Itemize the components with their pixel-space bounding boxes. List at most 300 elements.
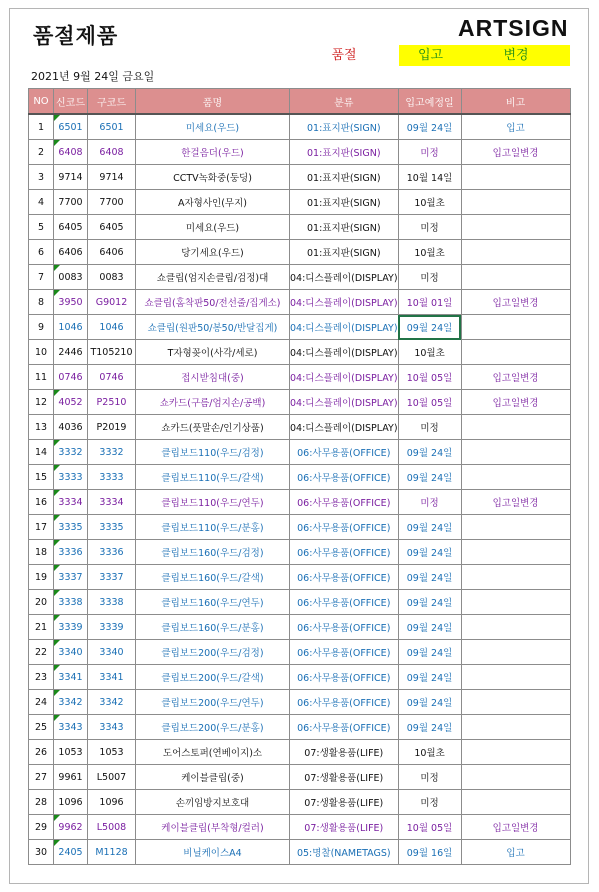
comment-marker-icon xyxy=(54,515,60,521)
cell-note[interactable] xyxy=(461,615,570,640)
cell-product-name[interactable] xyxy=(136,515,290,540)
cell-no[interactable] xyxy=(29,315,54,340)
cell-no[interactable] xyxy=(29,190,54,215)
cell-note[interactable] xyxy=(461,540,570,565)
cell-category[interactable] xyxy=(290,415,399,440)
table-row xyxy=(29,215,571,240)
cell-no[interactable] xyxy=(29,640,54,665)
cell-category[interactable] xyxy=(290,690,399,715)
cell-note[interactable] xyxy=(461,515,570,540)
cell-arrival-date[interactable] xyxy=(398,490,461,515)
cell-old-code-text: L5007 xyxy=(96,771,127,783)
cell-category-text: 04:디스플레이(DISPLAY) xyxy=(290,323,398,334)
cell-no-text: 9 xyxy=(37,321,45,333)
cell-new-code[interactable] xyxy=(54,165,88,190)
cell-note-text: 입고일변경 xyxy=(492,373,539,384)
cell-note-text: 입고일변경 xyxy=(492,298,539,309)
cell-note[interactable] xyxy=(461,640,570,665)
cell-old-code-text: 3336 xyxy=(99,546,124,558)
cell-category-text: 06:사무용품(OFFICE) xyxy=(297,623,391,634)
cell-no-text: 7 xyxy=(37,271,45,283)
cell-arrival-date[interactable] xyxy=(398,715,461,740)
cell-no[interactable] xyxy=(29,290,54,315)
cell-product-name[interactable] xyxy=(136,215,290,240)
cell-new-code[interactable] xyxy=(54,315,88,340)
cell-arrival-date[interactable] xyxy=(398,265,461,290)
cell-category[interactable] xyxy=(290,515,399,540)
cell-arrival-date[interactable] xyxy=(398,215,461,240)
cell-old-code[interactable] xyxy=(88,165,136,190)
cell-arrival-date-text: 09월 24일 xyxy=(406,523,453,534)
cell-product-name[interactable] xyxy=(136,165,290,190)
cell-no[interactable] xyxy=(29,715,54,740)
cell-new-code[interactable] xyxy=(54,465,88,490)
cell-new-code[interactable] xyxy=(54,290,88,315)
cell-note-text: 입고일변경 xyxy=(492,823,539,834)
comment-marker-icon xyxy=(54,140,60,146)
cell-category[interactable] xyxy=(290,340,399,365)
cell-category[interactable] xyxy=(290,565,399,590)
cell-no-text: 1 xyxy=(37,121,45,133)
cell-new-code[interactable] xyxy=(54,765,88,790)
cell-no[interactable] xyxy=(29,265,54,290)
cell-old-code[interactable] xyxy=(88,340,136,365)
cell-category[interactable] xyxy=(290,765,399,790)
cell-old-code[interactable] xyxy=(88,390,136,415)
cell-no[interactable] xyxy=(29,515,54,540)
cell-note[interactable] xyxy=(461,490,570,515)
cell-product-name[interactable] xyxy=(136,640,290,665)
cell-old-code[interactable] xyxy=(88,790,136,815)
cell-arrival-date[interactable] xyxy=(398,815,461,840)
cell-new-code-text: 4052 xyxy=(58,396,83,408)
cell-arrival-date[interactable] xyxy=(398,765,461,790)
cell-arrival-date[interactable] xyxy=(398,440,461,465)
cell-category[interactable] xyxy=(290,640,399,665)
comment-marker-icon xyxy=(54,690,60,696)
cell-old-code-text: L5008 xyxy=(96,821,127,833)
table-row xyxy=(29,140,571,165)
cell-product-name[interactable] xyxy=(136,340,290,365)
cell-new-code[interactable] xyxy=(54,740,88,765)
cell-arrival-date-text: 미정 xyxy=(420,273,439,284)
table-row xyxy=(29,415,571,440)
cell-old-code[interactable] xyxy=(88,565,136,590)
cell-category[interactable] xyxy=(290,265,399,290)
cell-new-code[interactable] xyxy=(54,140,88,165)
cell-note[interactable] xyxy=(461,440,570,465)
cell-new-code[interactable] xyxy=(54,690,88,715)
cell-note[interactable] xyxy=(461,665,570,690)
cell-arrival-date[interactable] xyxy=(398,790,461,815)
comment-marker-icon xyxy=(54,715,60,721)
cell-product-name-text: 클립보드160(우드/연두) xyxy=(161,598,264,609)
cell-category[interactable] xyxy=(290,465,399,490)
cell-old-code[interactable] xyxy=(88,715,136,740)
cell-category[interactable] xyxy=(290,790,399,815)
cell-note[interactable] xyxy=(461,690,570,715)
cell-product-name[interactable] xyxy=(136,815,290,840)
cell-new-code[interactable] xyxy=(54,440,88,465)
cell-category[interactable] xyxy=(290,290,399,315)
cell-arrival-date[interactable] xyxy=(398,740,461,765)
cell-category[interactable] xyxy=(290,715,399,740)
cell-category-text: 06:사무용품(OFFICE) xyxy=(297,723,391,734)
cell-product-name[interactable] xyxy=(136,490,290,515)
cell-no-text: 12 xyxy=(34,396,48,408)
cell-note[interactable] xyxy=(461,215,570,240)
cell-product-name-text: 클립보드200(우드/연두) xyxy=(161,698,264,709)
cell-note[interactable] xyxy=(461,790,570,815)
cell-product-name-text: 클립보드110(우드/분홍) xyxy=(161,523,264,534)
cell-new-code-text: 3338 xyxy=(58,596,83,608)
cell-arrival-date[interactable] xyxy=(398,590,461,615)
cell-arrival-date[interactable] xyxy=(398,540,461,565)
table-row xyxy=(29,690,571,715)
cell-category[interactable] xyxy=(290,114,399,140)
cell-note[interactable] xyxy=(461,765,570,790)
cell-old-code[interactable] xyxy=(88,690,136,715)
cell-new-code[interactable] xyxy=(54,540,88,565)
table-row xyxy=(29,290,571,315)
cell-no-text: 26 xyxy=(34,746,48,758)
table-row xyxy=(29,340,571,365)
cell-no-text: 5 xyxy=(37,221,45,233)
cell-arrival-date[interactable] xyxy=(398,690,461,715)
cell-arrival-date[interactable] xyxy=(398,640,461,665)
col-header-arrival-date[interactable]: 입고예정일 xyxy=(398,89,461,115)
cell-new-code[interactable] xyxy=(54,840,88,865)
cell-old-code[interactable] xyxy=(88,114,136,140)
cell-category[interactable] xyxy=(290,240,399,265)
cell-arrival-date[interactable] xyxy=(398,390,461,415)
cell-category-text: 06:사무용품(OFFICE) xyxy=(297,598,391,609)
cell-no[interactable] xyxy=(29,140,54,165)
cell-category[interactable] xyxy=(290,740,399,765)
cell-note[interactable] xyxy=(461,365,570,390)
cell-old-code-text: 6408 xyxy=(99,146,124,158)
legend-soldout: 품절 xyxy=(331,48,357,63)
cell-new-code[interactable] xyxy=(54,265,88,290)
cell-arrival-date[interactable] xyxy=(398,165,461,190)
cell-product-name[interactable] xyxy=(136,690,290,715)
cell-old-code[interactable] xyxy=(88,515,136,540)
cell-new-code[interactable] xyxy=(54,590,88,615)
cell-product-name[interactable] xyxy=(136,114,290,140)
cell-arrival-date-text: 09월 24일 xyxy=(406,598,453,609)
cell-category-text: 01:표지판(SIGN) xyxy=(307,148,381,159)
col-header-old-code[interactable]: 구코드 xyxy=(88,89,136,115)
cell-old-code[interactable] xyxy=(88,415,136,440)
cell-new-code-text: 3337 xyxy=(58,571,83,583)
cell-arrival-date-text: 10월 05일 xyxy=(406,373,453,384)
col-header-new-code[interactable]: 신코드 xyxy=(54,89,88,115)
cell-old-code[interactable] xyxy=(88,365,136,390)
cell-new-code[interactable] xyxy=(54,390,88,415)
cell-no[interactable] xyxy=(29,615,54,640)
cell-category-text: 06:사무용품(OFFICE) xyxy=(297,648,391,659)
cell-product-name[interactable] xyxy=(136,265,290,290)
table-row xyxy=(29,565,571,590)
cell-no[interactable] xyxy=(29,415,54,440)
cell-product-name[interactable] xyxy=(136,740,290,765)
cell-no[interactable] xyxy=(29,390,54,415)
cell-old-code[interactable] xyxy=(88,315,136,340)
cell-no[interactable] xyxy=(29,590,54,615)
cell-note[interactable] xyxy=(461,415,570,440)
cell-arrival-date[interactable] xyxy=(398,515,461,540)
cell-old-code[interactable] xyxy=(88,240,136,265)
cell-category[interactable] xyxy=(290,215,399,240)
cell-note[interactable] xyxy=(461,114,570,140)
cell-product-name[interactable] xyxy=(136,365,290,390)
cell-arrival-date[interactable] xyxy=(398,340,461,365)
cell-arrival-date[interactable] xyxy=(398,365,461,390)
cell-note[interactable] xyxy=(461,165,570,190)
cell-product-name[interactable] xyxy=(136,240,290,265)
cell-note[interactable] xyxy=(461,565,570,590)
cell-no[interactable] xyxy=(29,765,54,790)
soldout-table xyxy=(28,88,571,865)
cell-category[interactable] xyxy=(290,390,399,415)
comment-marker-icon xyxy=(54,440,60,446)
cell-old-code[interactable] xyxy=(88,190,136,215)
cell-product-name[interactable] xyxy=(136,315,290,340)
col-header-no[interactable]: NO xyxy=(29,89,54,115)
cell-note[interactable] xyxy=(461,140,570,165)
cell-product-name[interactable] xyxy=(136,840,290,865)
cell-arrival-date[interactable] xyxy=(398,290,461,315)
cell-no-text: 22 xyxy=(34,646,48,658)
cell-old-code[interactable] xyxy=(88,265,136,290)
cell-product-name[interactable] xyxy=(136,290,290,315)
col-header-category[interactable]: 분류 xyxy=(290,89,399,115)
comment-marker-icon xyxy=(54,565,60,571)
cell-product-name-text: 당기세요(우드) xyxy=(181,248,244,259)
cell-note[interactable] xyxy=(461,715,570,740)
cell-no[interactable] xyxy=(29,465,54,490)
cell-product-name-text: 도어스토퍼(연베이지)소 xyxy=(162,748,263,759)
cell-note[interactable] xyxy=(461,340,570,365)
cell-old-code-text: 6405 xyxy=(99,221,124,233)
cell-new-code[interactable] xyxy=(54,340,88,365)
cell-new-code-text: 6405 xyxy=(58,221,83,233)
table-row xyxy=(29,815,571,840)
cell-old-code-text: 3340 xyxy=(99,646,124,658)
cell-category-text: 05:명찰(NAMETAGS) xyxy=(296,848,391,859)
cell-product-name[interactable] xyxy=(136,440,290,465)
cell-no[interactable] xyxy=(29,790,54,815)
cell-no[interactable] xyxy=(29,165,54,190)
cell-product-name[interactable] xyxy=(136,465,290,490)
cell-no-text: 29 xyxy=(34,821,48,833)
cell-note[interactable] xyxy=(461,590,570,615)
cell-product-name[interactable] xyxy=(136,140,290,165)
cell-arrival-date-text: 10월 01일 xyxy=(406,298,453,309)
cell-category[interactable] xyxy=(290,590,399,615)
cell-product-name[interactable] xyxy=(136,665,290,690)
cell-new-code[interactable] xyxy=(54,415,88,440)
cell-no[interactable] xyxy=(29,340,54,365)
cell-no[interactable] xyxy=(29,815,54,840)
cell-old-code[interactable] xyxy=(88,540,136,565)
cell-category[interactable] xyxy=(290,815,399,840)
cell-no[interactable] xyxy=(29,365,54,390)
cell-new-code[interactable] xyxy=(54,790,88,815)
cell-no[interactable] xyxy=(29,540,54,565)
cell-arrival-date-text: 10월초 xyxy=(414,348,445,359)
cell-note[interactable] xyxy=(461,465,570,490)
cell-arrival-date-text: 09월 24일 xyxy=(406,448,453,459)
comment-marker-icon xyxy=(54,665,60,671)
cell-arrival-date[interactable] xyxy=(398,565,461,590)
table-row xyxy=(29,640,571,665)
cell-new-code[interactable] xyxy=(54,240,88,265)
cell-note[interactable] xyxy=(461,240,570,265)
cell-category[interactable] xyxy=(290,315,399,340)
comment-marker-icon xyxy=(54,640,60,646)
cell-new-code[interactable] xyxy=(54,640,88,665)
cell-arrival-date[interactable] xyxy=(398,465,461,490)
cell-arrival-date-text: 09월 24일 xyxy=(406,548,453,559)
cell-product-name[interactable] xyxy=(136,415,290,440)
cell-old-code[interactable] xyxy=(88,590,136,615)
cell-product-name[interactable] xyxy=(136,190,290,215)
col-header-product-name[interactable]: 품명 xyxy=(136,89,290,115)
comment-marker-icon xyxy=(54,540,60,546)
cell-arrival-date[interactable] xyxy=(398,315,461,340)
cell-no[interactable] xyxy=(29,740,54,765)
cell-category[interactable] xyxy=(290,190,399,215)
cell-no[interactable] xyxy=(29,215,54,240)
cell-no-text: 24 xyxy=(34,696,48,708)
cell-arrival-date[interactable] xyxy=(398,190,461,215)
cell-old-code[interactable] xyxy=(88,140,136,165)
cell-product-name[interactable] xyxy=(136,765,290,790)
cell-product-name[interactable] xyxy=(136,390,290,415)
cell-arrival-date-text: 09월 24일 xyxy=(406,473,453,484)
cell-category[interactable] xyxy=(290,665,399,690)
cell-note[interactable] xyxy=(461,265,570,290)
cell-no[interactable] xyxy=(29,114,54,140)
cell-product-name-text: 비닐케이스A4 xyxy=(183,848,242,859)
cell-no[interactable] xyxy=(29,490,54,515)
cell-no[interactable] xyxy=(29,665,54,690)
cell-product-name[interactable] xyxy=(136,715,290,740)
cell-old-code[interactable] xyxy=(88,640,136,665)
cell-product-name[interactable] xyxy=(136,590,290,615)
cell-old-code[interactable] xyxy=(88,765,136,790)
cell-old-code[interactable] xyxy=(88,465,136,490)
cell-arrival-date-text: 09월 24일 xyxy=(406,723,453,734)
cell-old-code[interactable] xyxy=(88,615,136,640)
cell-new-code-text: 6406 xyxy=(58,246,83,258)
cell-no[interactable] xyxy=(29,440,54,465)
cell-product-name-text: 한걸음더(우드) xyxy=(181,148,244,159)
cell-arrival-date[interactable] xyxy=(398,415,461,440)
table-row xyxy=(29,740,571,765)
cell-old-code[interactable] xyxy=(88,290,136,315)
cell-product-name[interactable] xyxy=(136,790,290,815)
cell-note[interactable] xyxy=(461,815,570,840)
cell-arrival-date[interactable] xyxy=(398,840,461,865)
cell-category[interactable] xyxy=(290,140,399,165)
cell-old-code[interactable] xyxy=(88,815,136,840)
cell-arrival-date[interactable] xyxy=(398,615,461,640)
cell-category[interactable] xyxy=(290,540,399,565)
cell-note[interactable] xyxy=(461,190,570,215)
cell-new-code[interactable] xyxy=(54,190,88,215)
cell-old-code[interactable] xyxy=(88,740,136,765)
cell-category[interactable] xyxy=(290,840,399,865)
cell-category[interactable] xyxy=(290,440,399,465)
comment-marker-icon xyxy=(54,115,60,121)
cell-no[interactable] xyxy=(29,840,54,865)
cell-old-code[interactable] xyxy=(88,665,136,690)
cell-new-code[interactable] xyxy=(54,365,88,390)
cell-arrival-date[interactable] xyxy=(398,240,461,265)
cell-category-text: 04:디스플레이(DISPLAY) xyxy=(290,423,398,434)
cell-category-text: 06:사무용품(OFFICE) xyxy=(297,523,391,534)
cell-new-code[interactable] xyxy=(54,565,88,590)
cell-old-code[interactable] xyxy=(88,440,136,465)
cell-product-name-text: 케이블클립(중) xyxy=(181,773,244,784)
cell-product-name[interactable] xyxy=(136,615,290,640)
cell-new-code[interactable] xyxy=(54,665,88,690)
cell-note[interactable] xyxy=(461,390,570,415)
col-header-note[interactable]: 비고 xyxy=(461,89,570,115)
cell-arrival-date[interactable] xyxy=(398,114,461,140)
cell-new-code[interactable] xyxy=(54,215,88,240)
cell-no-text: 15 xyxy=(34,471,48,483)
brand-logo: ARTSIGN xyxy=(458,15,569,41)
cell-arrival-date[interactable] xyxy=(398,140,461,165)
cell-arrival-date-text: 미정 xyxy=(420,423,439,434)
cell-new-code[interactable] xyxy=(54,490,88,515)
cell-new-code[interactable] xyxy=(54,114,88,140)
cell-new-code[interactable] xyxy=(54,515,88,540)
cell-note[interactable] xyxy=(461,290,570,315)
cell-category[interactable] xyxy=(290,615,399,640)
cell-new-code-text: 3335 xyxy=(58,521,83,533)
cell-new-code-text: 3340 xyxy=(58,646,83,658)
cell-arrival-date[interactable] xyxy=(398,665,461,690)
cell-category[interactable] xyxy=(290,165,399,190)
cell-new-code[interactable] xyxy=(54,715,88,740)
cell-old-code[interactable] xyxy=(88,490,136,515)
cell-old-code[interactable] xyxy=(88,840,136,865)
cell-new-code[interactable] xyxy=(54,815,88,840)
cell-product-name[interactable] xyxy=(136,540,290,565)
cell-note[interactable] xyxy=(461,315,570,340)
cell-product-name-text: 쇼클립(홈착판50/전선줄/집게소) xyxy=(144,298,281,309)
cell-no-text: 11 xyxy=(34,371,48,383)
cell-no[interactable] xyxy=(29,240,54,265)
cell-category[interactable] xyxy=(290,365,399,390)
cell-no[interactable] xyxy=(29,565,54,590)
cell-category-text: 07:생활용품(LIFE) xyxy=(304,823,384,834)
cell-no[interactable] xyxy=(29,690,54,715)
cell-old-code[interactable] xyxy=(88,215,136,240)
cell-product-name-text: 클립보드160(우드/갈색) xyxy=(161,573,264,584)
cell-product-name[interactable] xyxy=(136,565,290,590)
cell-new-code[interactable] xyxy=(54,615,88,640)
cell-note[interactable] xyxy=(461,840,570,865)
cell-category[interactable] xyxy=(290,490,399,515)
cell-new-code-text: 0746 xyxy=(58,371,83,383)
cell-product-name-text: T자형꽂이(사각/세로) xyxy=(167,348,258,359)
cell-note[interactable] xyxy=(461,740,570,765)
